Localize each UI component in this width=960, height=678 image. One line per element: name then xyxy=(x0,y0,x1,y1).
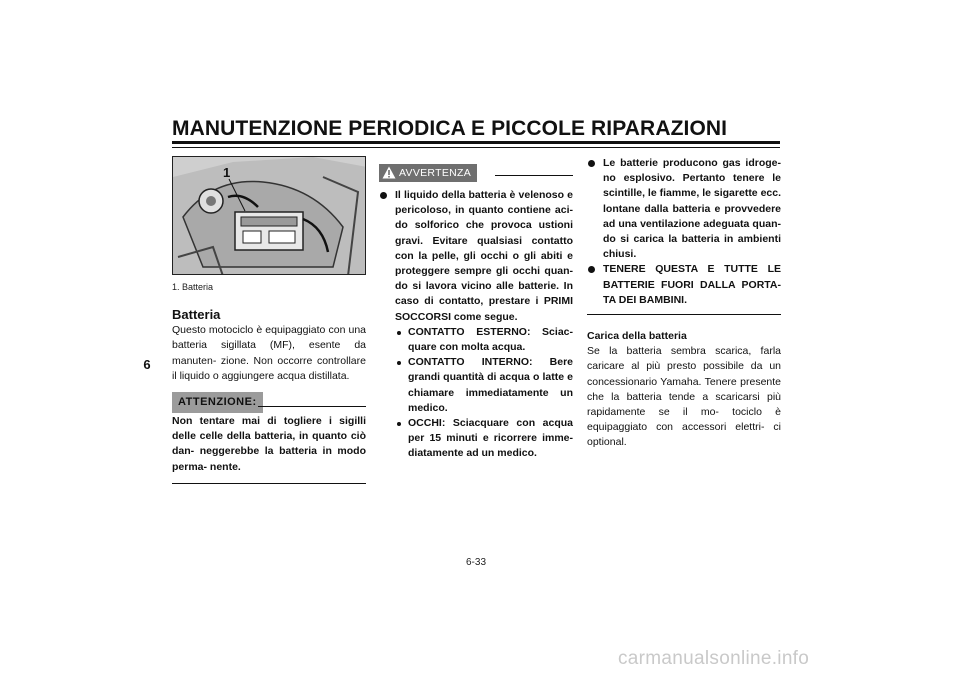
page-title: MANUTENZIONE PERIODICA E PICCOLE RIPARAZIONI xyxy=(172,117,728,140)
list-item: Il liquido della batteria è velenoso e pericoloso, in quanto contiene aci- do solforico che provoca ustioni gravi. Evitare qualsiasi contatto con la pelle, gli occhi o gli abiti e proteggere sempre gli occhi quan- do si lavora vicino alle batterie. In caso di contatto, prestare i PRIMI SOCCORSI come segue. CONTATTO ESTERNO: Sciac- quare con molta acqua. CONTATTO INTERNO: Bere grandi quantità di acqua o latte e chiamare immediatamente un medico. OCCHI: Sciacquare con acqua per 15 minuti e ricorrere imme- diatamente ad un medico. xyxy=(379,188,573,462)
warning-label-box xyxy=(379,164,477,182)
attention-end-rule xyxy=(172,483,366,484)
list-item: Le batterie producono gas idroge- no esplosivo. Pertanto tenere le scintille, le fiamme, le sigarette ecc. lontane dalla batteria e provvedere ad una ventilazione adeguata quan- do si carica la batteria in ambienti chiusi. xyxy=(587,156,781,262)
bullet-icon xyxy=(380,192,387,199)
warning-triangle-icon xyxy=(382,166,396,179)
battery-photo xyxy=(172,156,366,275)
column-left xyxy=(172,156,366,484)
battery-description: Questo motociclo è equipaggiato con una batteria sigillata (MF), esente da manuten- zione. Non occorre controllare il liquido o aggiungere acqua distillata. xyxy=(172,324,366,382)
charging-description: Se la batteria sembra scarica, farla caricare al più presto possibile da un concessionario Yamaha. Tenere presente che la batteria tende a scaricarsi più rapidamente se il mo- tociclo è equipaggiato con accessori elettri- ci optional. xyxy=(587,345,781,449)
warning-label: AVVERTENZA xyxy=(399,167,472,179)
warning-list xyxy=(379,188,573,462)
battery-illustration xyxy=(173,157,366,275)
column-right xyxy=(587,156,781,451)
page-number: 6-33 xyxy=(466,557,487,568)
bullet-icon xyxy=(397,422,401,426)
section-heading-batteria: Batteria xyxy=(172,307,221,323)
bullet-icon xyxy=(588,266,595,273)
bullet-icon xyxy=(397,361,401,365)
attention-text: Non tentare mai di togliere i sigilli delle celle della batteria, in quanto ciò dan- neggerebbe la batteria in modo perma- nente. xyxy=(172,415,366,473)
section-heading-carica: Carica della batteria xyxy=(587,330,687,343)
first-aid-list xyxy=(395,325,573,462)
attention-notice-header xyxy=(172,392,366,414)
warning-rule xyxy=(495,175,573,176)
attention-label: ATTENZIONE: xyxy=(172,392,263,413)
attention-rule xyxy=(258,406,366,407)
watermark: carmanualsonline.info xyxy=(618,648,810,669)
warning-header xyxy=(379,164,573,184)
title-rule xyxy=(172,141,780,144)
warning-list-continued xyxy=(587,156,781,308)
title-rule-thin xyxy=(172,147,780,148)
bullet-icon xyxy=(397,331,401,335)
column-middle xyxy=(379,164,573,462)
figure-caption: 1. Batteria xyxy=(172,282,214,292)
bullet-icon xyxy=(588,160,595,167)
chapter-tab: 6 xyxy=(143,356,151,372)
list-item: TENERE QUESTA E TUTTE LE BATTERIE FUORI DALLA PORTA- TA DEI BAMBINI. xyxy=(587,262,781,308)
list-item: CONTATTO INTERNO: Bere grandi quantità di acqua o latte e chiamare immediatamente un medico. xyxy=(395,355,573,416)
list-item: OCCHI: Sciacquare con acqua per 15 minuti e ricorrere imme- diatamente ad un medico. xyxy=(395,416,573,462)
callout-number: 1 xyxy=(223,165,231,180)
list-item: CONTATTO ESTERNO: Sciac- quare con molta acqua. xyxy=(395,325,573,355)
